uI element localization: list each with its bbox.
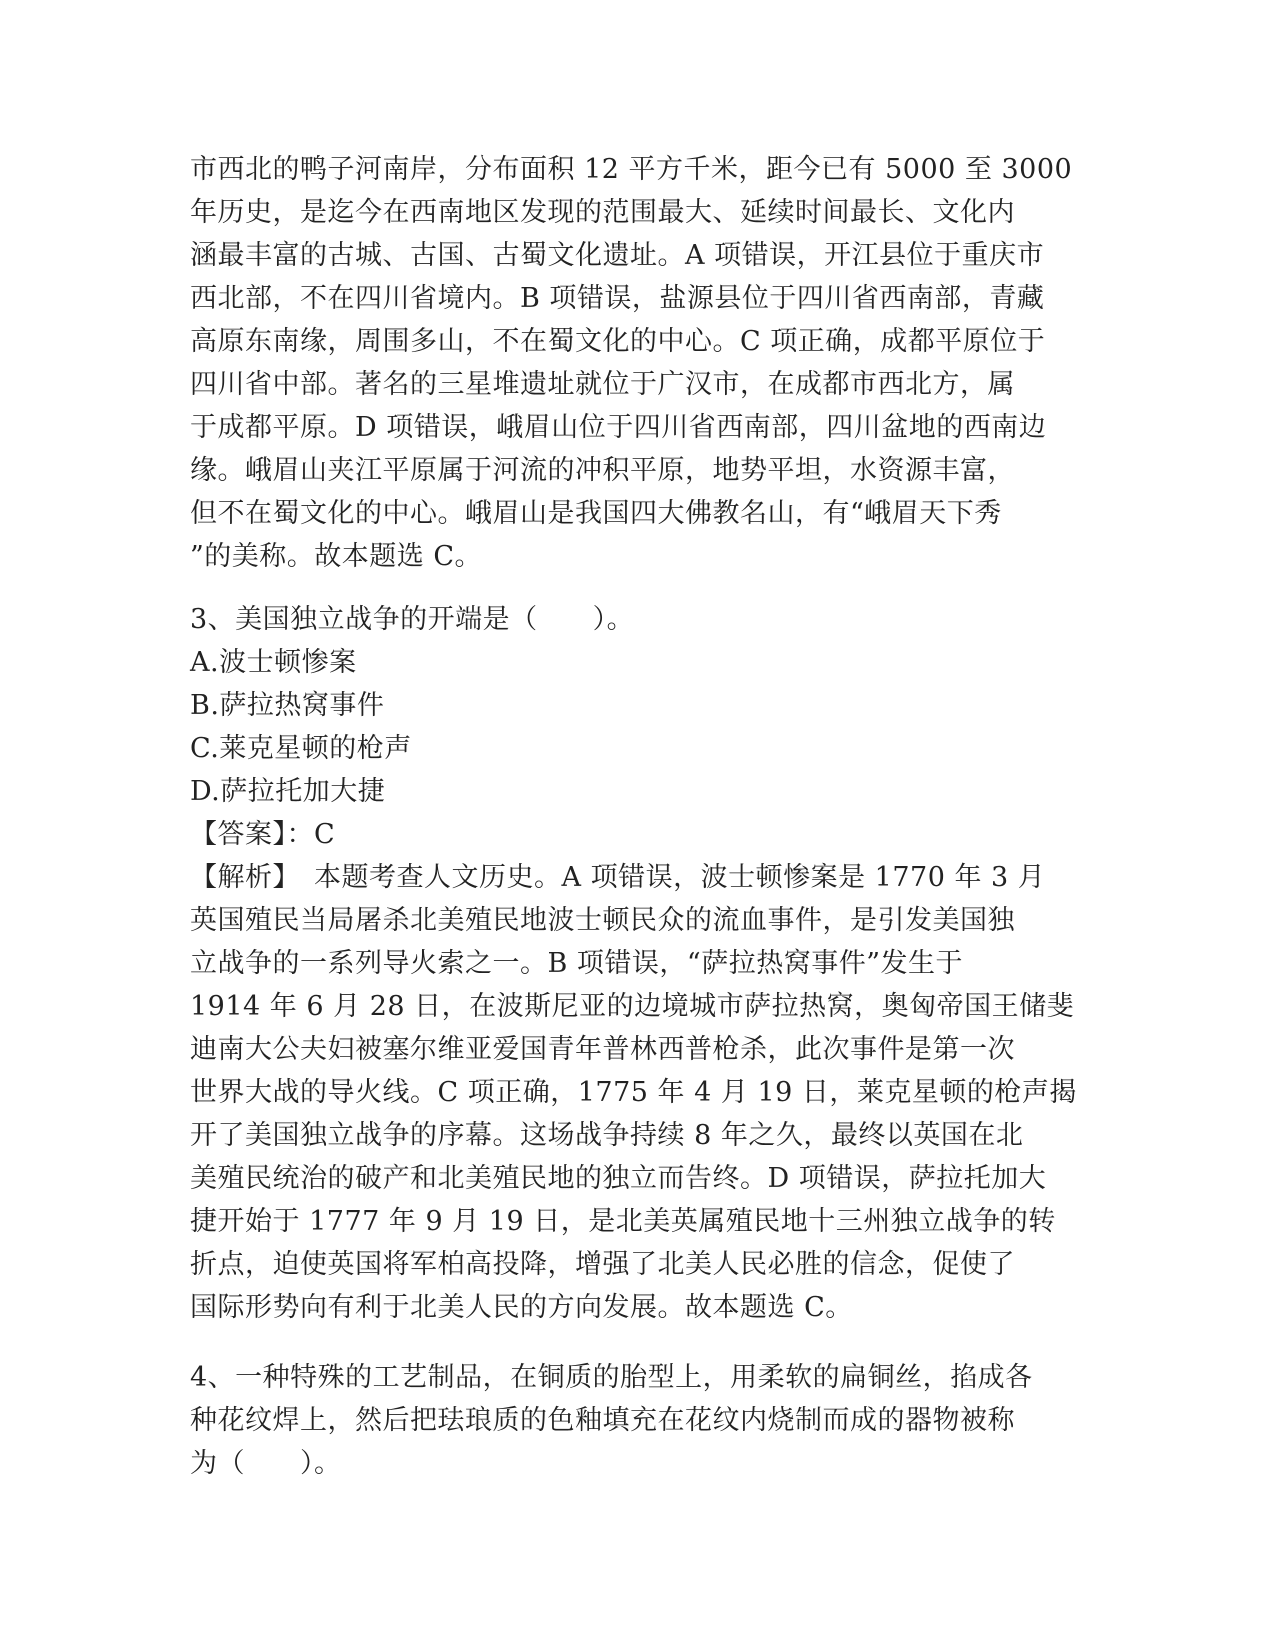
answer-line: 【答案】：C bbox=[190, 819, 336, 850]
analysis-line: 1914 年 6 月 28 日，在波斯尼亚的边境城市萨拉热窝，奥匈帝国王储斐 bbox=[190, 991, 1075, 1022]
analysis-line: 立战争的一系列导火索之一。B 项错误，“萨拉热窝事件”发生于 bbox=[190, 948, 964, 979]
option-a: A.波士顿惨案 bbox=[190, 647, 357, 678]
analysis-line: 捷开始于 1777 年 9 月 19 日，是北美英属殖民地十三州独立战争的转 bbox=[190, 1206, 1056, 1237]
question-stem: 种花纹焊上，然后把珐琅质的色釉填充在花纹内烧制而成的器物被称 bbox=[190, 1405, 1015, 1436]
analysis-line: 迪南大公夫妇被塞尔维亚爱国青年普林西普枪杀，此次事件是第一次 bbox=[190, 1034, 1015, 1065]
text-line: 西北部，不在四川省境内。B 项错误，盐源县位于四川省西南部，青藏 bbox=[190, 283, 1045, 314]
question-stem: 4、一种特殊的工艺制品，在铜质的胎型上，用柔软的扁铜丝，掐成各 bbox=[190, 1362, 1033, 1393]
analysis-line: 开了美国独立战争的序幕。这场战争持续 8 年之久，最终以英国在北 bbox=[190, 1120, 1024, 1151]
analysis-line: 【解析】 本题考查人文历史。A 项错误，波士顿惨案是 1770 年 3 月 bbox=[190, 862, 1046, 893]
question-4 bbox=[190, 1356, 1090, 1485]
analysis-line: 英国殖民当局屠杀北美殖民地波士顿民众的流血事件，是引发美国独 bbox=[190, 905, 1015, 936]
option-c: C.莱克星顿的枪声 bbox=[190, 733, 412, 764]
text-line: 缘。峨眉山夹江平原属于河流的冲积平原，地势平坦，水资源丰富， bbox=[190, 455, 1015, 486]
text-line: 四川省中部。著名的三星堆遗址就位于广汉市，在成都市西北方，属 bbox=[190, 369, 1015, 400]
question-3 bbox=[190, 598, 1090, 1329]
text-line: 高原东南缘，周围多山，不在蜀文化的中心。C 项正确，成都平原位于 bbox=[190, 326, 1046, 357]
analysis-line: 美殖民统治的破产和北美殖民地的独立而告终。D 项错误，萨拉托加大 bbox=[190, 1163, 1047, 1194]
analysis-line: 折点，迫使英国将军柏高投降，增强了北美人民必胜的信念，促使了 bbox=[190, 1249, 1015, 1280]
analysis-line: 世界大战的导火线。C 项正确，1775 年 4 月 19 日，莱克星顿的枪声揭 bbox=[190, 1077, 1077, 1108]
text-line: 于成都平原。D 项错误，峨眉山位于四川省西南部，四川盆地的西南边 bbox=[190, 412, 1047, 443]
option-d: D.萨拉托加大捷 bbox=[190, 776, 386, 807]
analysis-line: 国际形势向有利于北美人民的方向发展。故本题选 C。 bbox=[190, 1292, 853, 1323]
option-b: B.萨拉热窝事件 bbox=[190, 690, 385, 721]
question-stem: 为（ ）。 bbox=[190, 1448, 342, 1479]
text-line: ”的美称。故本题选 C。 bbox=[190, 541, 483, 572]
text-line: 市西北的鸭子河南岸，分布面积 12 平方千米，距今已有 5000 至 3000 bbox=[190, 154, 1073, 185]
question-stem: 3、美国独立战争的开端是（ ）。 bbox=[190, 604, 635, 635]
text-line: 但不在蜀文化的中心。峨眉山是我国四大佛教名山，有“峨眉天下秀 bbox=[190, 498, 1002, 529]
text-line: 涵最丰富的古城、古国、古蜀文化遗址。A 项错误，开江县位于重庆市 bbox=[190, 240, 1045, 271]
previous-question-explanation bbox=[190, 148, 1090, 578]
text-line: 年历史，是迄今在西南地区发现的范围最大、延续时间最长、文化内 bbox=[190, 197, 1015, 228]
